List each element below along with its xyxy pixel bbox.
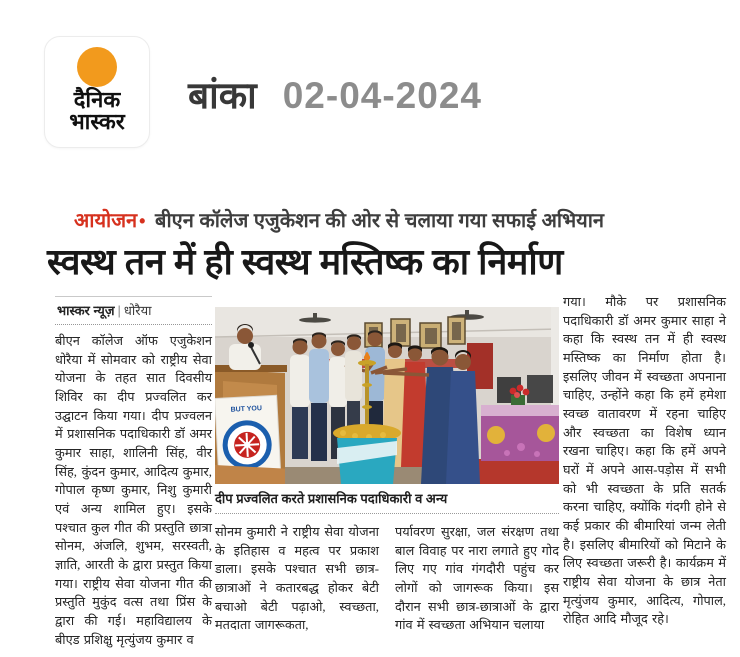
kicker-bullet-icon: • [139, 211, 146, 231]
byline-location: धोरैया [123, 303, 152, 318]
news-photo [215, 307, 559, 484]
logo-line1: दैनिक [73, 87, 121, 112]
masthead-row [188, 68, 482, 119]
kicker-line [74, 206, 724, 233]
photo-caption: दीप प्रज्वलित करते प्रशासनिक पदाधिकारी व अन्य [215, 484, 559, 514]
left-column [55, 296, 212, 649]
lamp-lighting-ceremony-illustration [215, 307, 559, 484]
body-paragraph-mid-right: पर्यावरण सुरक्षा, जल संरक्षण तथा बाल विवाह पर नारा लगाते हुए गोद लिए गए गांव गंगदौरी पहुंच कर लोगों को जागरूक किया। इस दौरान सभी छात्र-छात्राओं के द्वारा गांव में स्वच्छता अभियान चलाया [395, 525, 559, 633]
logo-sun-icon [77, 47, 117, 87]
byline-source: भास्कर न्यूज़ [57, 303, 115, 318]
kicker-text: बीएन कॉलेज एजुकेशन की ओर से चलाया गया सफाई अभियान [155, 210, 605, 232]
byline [55, 296, 212, 325]
article-headline: स्वस्थ तन में ही स्वस्थ मस्तिष्क का निर्माण [47, 241, 563, 282]
byline-separator: | [117, 303, 121, 318]
body-paragraph-mid-left: सोनम कुमारी ने राष्ट्रीय सेवा योजना के इतिहास व महत्व पर प्रकाश डाला। इसके पश्चात सभी छात्र-छात्राओं ने कतारबद्ध होकर बेटी बचाओ बेटी पढ़ाओ, स्वच्छता, मतदाता जागरूकता, [215, 525, 379, 633]
right-column [563, 293, 726, 629]
banner-text-but-you: BUT YOU [230, 405, 263, 414]
edition-name: बांका [188, 75, 257, 116]
kicker-label: आयोजन [74, 210, 138, 232]
body-paragraph-left: बीएन कॉलेज ऑफ एजुकेशन धोरैया में सोमवार को राष्ट्रीय सेवा योजना के तहत सात दिवसीय शिविर का दीप प्रज्वलित कर उद्घाटन किया गया। दीप प्रज्वलन में प्रशासनिक पदाधिकारी डॉ अमर कुमार साहा, शालिनी सिंह, वीर सिंह, कुंदन कुमार, आदित्य कुमार, गोपाल कृष्ण कुमार, निशु कुमारी एवं अन्य शामिल हुए। इसके पश्चात कुल गीत की प्रस्तुति छात्रा सोनम, अंजलि, शुभम, सरस्वती, ज्ञाति, आरती के द्वारा प्रस्तुत किया गया। राष्ट्रीय सेवा योजना गीत की प्रस्तुति मुकुंद वत्स तथा प्रिंस के द्वारा की गई। महाविद्यालय के बीएड प्रशिक्षु मृत्युंजय कुमार व [55, 334, 212, 647]
publication-date: 02-04-2024 [282, 75, 482, 116]
middle-columns [215, 523, 559, 635]
logo-line2: भास्कर [69, 109, 125, 135]
dainik-bhaskar-logo [44, 36, 150, 148]
body-paragraph-right: गया। मौके पर प्रशासनिक पदाधिकारी डॉ अमर कुमार साहा ने कहा कि स्वस्थ तन में ही स्वस्थ मस्तिष्क का निर्माण होता है। इसलिए जीवन में स्वच्छता अपनाना चाहिए, उन्होंने कहा कि हमें हमेशा स्वच्छ वातावरण में रहना चाहिए और स्वच्छता का विशेष ध्यान रखना चाहिए। कहा कि हमें अपने घरों में अपने आस-पड़ोस में सभी को भी स्वच्छता के प्रति सतर्क करना चाहिए, क्योंकि गंदगी होने से कई प्रकार की बीमारियां जन्म लेती है। इसलिए बीमारियों को मिटाने के लिए स्वच्छता जरूरी है। कार्यक्रम में राष्ट्रीय सेवा योजना के छात्र नेता मृत्युंजय कुमार, आदित्य, गोपाल, रोहित आदि मौजूद रहे। [563, 295, 726, 627]
photo-block [215, 307, 559, 635]
